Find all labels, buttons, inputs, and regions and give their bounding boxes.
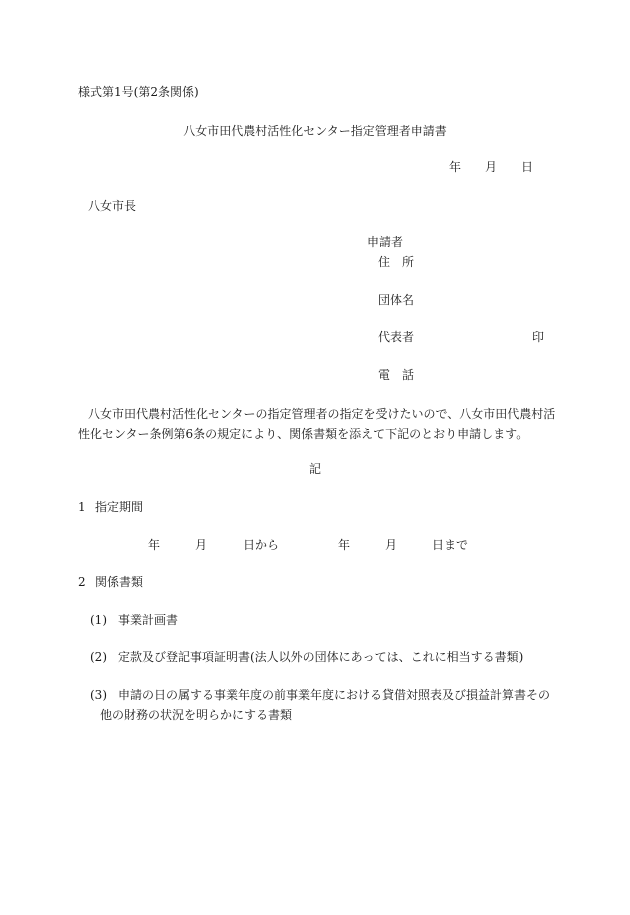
- form-number: 様式第1号(第2条関係): [78, 85, 199, 99]
- list-item-text: 事業計画書: [118, 613, 179, 627]
- address-label: 住 所: [378, 255, 415, 269]
- date-month: 月: [485, 160, 498, 174]
- section-number: 2: [78, 575, 86, 589]
- list-item-number: (3): [90, 688, 107, 702]
- phone-label: 電 話: [378, 368, 415, 382]
- list-item-text: 申請の日の属する事業年度の前事業年度における貸借対照表及び損益計算書その: [118, 688, 551, 702]
- period-from-day: 日から: [243, 538, 280, 552]
- representative-label: 代表者: [378, 330, 415, 344]
- section-number: 1: [78, 500, 86, 514]
- list-item-number: (1): [90, 613, 107, 627]
- ki-heading: 記: [308, 462, 321, 476]
- list-item-text: 定款及び登記事項証明書(法人以外の団体にあっては、これに相当する書類): [118, 650, 524, 664]
- seal-mark: 印: [532, 330, 545, 344]
- document-title: 八女市田代農村活性化センター指定管理者申請書: [183, 124, 447, 138]
- period-to-day: 日まで: [432, 538, 469, 552]
- period-to-year: 年: [338, 538, 351, 552]
- list-item-number: (2): [90, 650, 107, 664]
- period-to-month: 月: [385, 538, 398, 552]
- body-line: 八女市田代農村活性化センターの指定管理者の指定を受けたいので、八女市田代農村活: [88, 407, 556, 421]
- applicant-heading: 申請者: [367, 235, 404, 249]
- addressee: 八女市長: [88, 199, 137, 213]
- period-from-month: 月: [195, 538, 208, 552]
- list-item-text-continued: 他の財務の状況を明らかにする書類: [100, 708, 293, 722]
- section-label: 関係書類: [95, 575, 144, 589]
- section-label: 指定期間: [95, 500, 144, 514]
- date-year: 年: [449, 160, 462, 174]
- period-from-year: 年: [148, 538, 161, 552]
- group-name-label: 団体名: [378, 293, 415, 307]
- body-line: 性化センター条例第6条の規定により、関係書類を添えて下記のとおり申請します。: [78, 427, 529, 441]
- date-day: 日: [521, 160, 534, 174]
